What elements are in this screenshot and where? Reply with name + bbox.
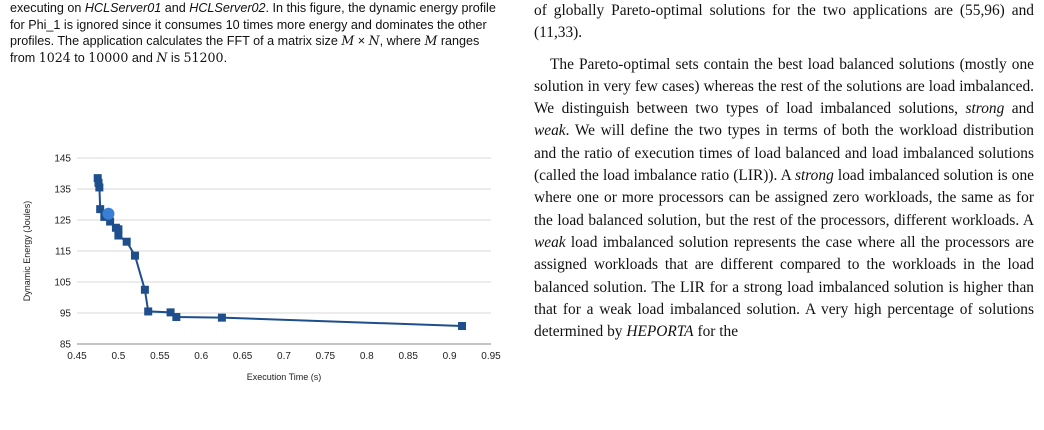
data-point [172,313,180,321]
data-point [95,183,103,191]
x-tick-label: 0.45 [67,351,87,362]
y-tick-label: 115 [55,246,71,258]
series-line [98,178,462,326]
data-point [144,307,152,315]
x-tick-label: 0.95 [481,351,501,362]
caption-text: executing on HCLServer01 and HCLServer02. In this figure, the dynamic energy profile for Phi_1 is ignored since it consumes 10 times more energy and dominates the other profiles. The application calculates the FFT of a matrix size M × N, where M ranges from 1024 to 10000 and N is 51200. [10,1,496,65]
x-tick-label: 0.5 [111,351,126,362]
y-tick-label: 135 [54,184,71,196]
server-name: HCLServer01 [84,1,162,15]
server-name: HCLServer02 [189,1,266,15]
chart-axes [54,154,501,363]
x-tick-label: 0.6 [194,351,209,362]
x-tick-label: 0.85 [398,351,418,362]
x-tick-label: 0.65 [232,351,253,362]
paragraph: of globally Pareto-optimal solutions for the two applications are (55,96) and (11,33). [534,2,1034,42]
body-text-column [534,0,1034,343]
data-point [131,252,139,260]
x-tick-label: 0.55 [150,351,170,362]
y-tick-label: 95 [59,308,71,320]
x-tick-label: 0.7 [277,351,291,362]
chart-series [94,174,466,330]
y-tick-label: 125 [54,215,71,227]
y-tick-label: 105 [54,277,71,289]
data-point [458,322,466,330]
y-tick-label: 85 [59,339,71,351]
y-axis-title: Dynamic Energy (Joules) [22,200,32,302]
data-point [123,238,131,246]
data-point [218,314,226,322]
data-point [141,286,149,294]
x-tick-label: 0.75 [315,351,336,362]
paragraph: The Pareto-optimal sets contain the best load balanced solutions (mostly one solution in very few cases) whereas the rest of the solutions are load imbalanced. We distinguish between two types of load imbalanced solutions, strong and weak. We will define the two types in terms of both the workload distribution and the ratio of execution times of load balanced and load imbalanced solutions (called the load imbalance ratio (LIR)). A strong load imbalanced solution is one where one or more processors can be assigned zero workloads, the same as for the load balanced solution, but the rest of the processors, different workloads. A weak load imbalanced solution represents the case where all the processors are assigned workloads that are different compared to the workloads in the load balanced solution. The LIR for a strong load imbalanced solution is higher than that for a weak load imbalanced solution. A very high percentage of solutions determined by HEPORTA for the [534,55,1034,341]
pareto-front-chart [0,0,520,430]
chart-gridlines [77,158,491,344]
x-tick-label: 0.9 [442,351,457,362]
x-axis-title: Execution Time (s) [246,372,322,382]
x-tick-label: 0.8 [359,351,374,362]
data-point [114,232,122,240]
highlight-point [102,208,114,220]
y-tick-label: 145 [54,153,71,165]
